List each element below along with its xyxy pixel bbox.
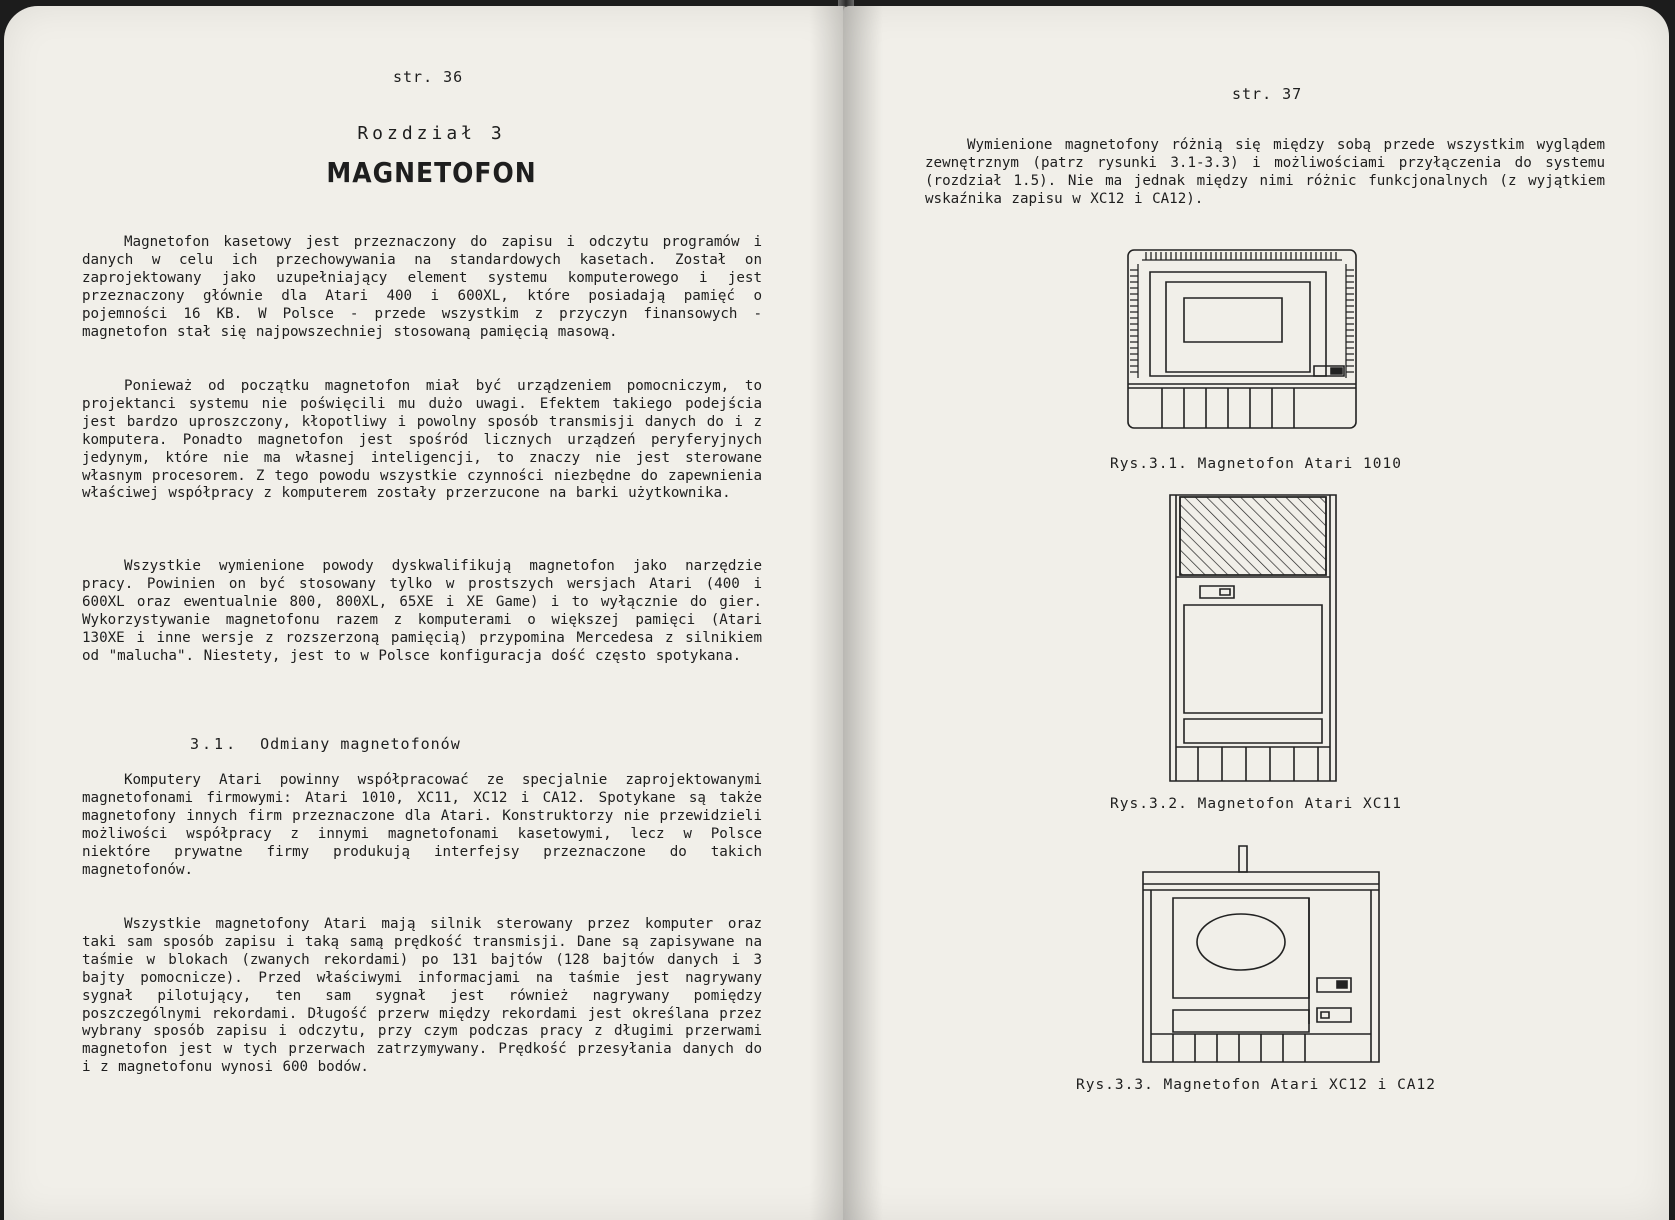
section-title: Odmiany magnetofonów <box>260 735 461 753</box>
page-number-right: str. 37 <box>1232 85 1303 103</box>
paragraph-1: Magnetofon kasetowy jest przeznaczony do zapisu i odczytu programów i danych w celu ich przechowywania na standardowych kasetach. Został on zaprojektowany jako uzupełniający element systemu komputerowego i jest przeznaczony głównie dla Atari 400 i 600XL, które posiadają pamięć o pojemności 16 KB. W Polsce - przede wszystkim z przyczyn finansowych - magnetofon stał się najpowszechniej stosowaną pamięcią masową. <box>82 234 762 340</box>
page-number-left: str. 36 <box>393 68 464 86</box>
left-page <box>4 6 849 1220</box>
intro-paragraph: Wymienione magnetofony różnią się między sobą przede wszystkim wyglądem zewnętrznym (patrz rysunki 3.1-3.3) i możliwościami przyłączenia do systemu (rozdział 1.5). Nie ma jednak między nimi różnic funkcjonalnych (z wyjątkiem wskaźnika zapisu w XC12 i CA12). <box>925 137 1605 207</box>
chapter-heading: Rozdział 3 <box>357 123 506 144</box>
paragraph-4: Komputery Atari powinny współpracować ze specjalnie zaprojektowanymi magnetofonami firmowymi: Atari 1010, XC11, XC12 i CA12. Spotykane są także magnetofony innych firm przeznaczone dla Atari. Konstruktorzy nie przewidzieli możliwości współpracy z innymi magnetofonami kasetowymi, lecz w Polsce niektóre prywatne firmy produkują interfejsy przeznaczone do takich magnetofonów. <box>82 772 762 878</box>
figure-3-2-caption: Rys.3.2. Magnetofon Atari XC11 <box>1110 796 1402 812</box>
paragraph-5: Wszystkie magnetofony Atari mają silnik sterowany przez komputer oraz taki sam sposób zapisu i taką samą prędkość transmisji. Dane są zapisywane na taśmie w blokach (zwanych rekordami) po 131 bajtów (128 bajtów danych i 3 bajty pomocnicze). Przed właściwymi informacjami na taśmie jest nagrywany sygnał pilotujący, ten sam sygnał jest również nagrywany pomiędzy poszczególnymi rekordami. Długość przerw między rekordami jest określana przez wybrany sposób zapisu i odczytu, przy czym podczas pracy z długimi przerwami magnetofon jest w tych przerwach zatrzymywany. Prędkość przesyłania danych do i z magnetofonu wynosi 600 bodów. <box>82 916 762 1076</box>
figure-3-1-caption: Rys.3.1. Magnetofon Atari 1010 <box>1110 456 1402 472</box>
paragraph-3: Wszystkie wymienione powody dyskwalifikują magnetofon jako narzędzie pracy. Powinien on być stosowany tylko w prostszych wersjach Atari (400 i 600XL oraz ewentualnie 800, 800XL, 65XE i XE Game) i to wyłącznie do gier. Wykorzystywanie magnetofonu razem z komputerami o większej pamięci (Atari 130XE i inne wersje z rozszerzoną pamięcią) przypomina Mercedesa z silnikiem od "malucha". Niestety, jest to w Polsce konfiguracja dość często spotykana. <box>82 558 762 664</box>
atari-xc12-ca12-drawing <box>1141 844 1381 1064</box>
right-page <box>843 6 1669 1220</box>
atari-xc11-drawing <box>1168 493 1338 783</box>
section-heading <box>190 735 461 753</box>
section-number: 3.1. <box>190 735 239 753</box>
gutter-shadow-right <box>843 6 883 1220</box>
atari-1010-drawing <box>1126 248 1358 431</box>
chapter-title: MAGNETOFON <box>326 156 537 189</box>
paragraph-2: Ponieważ od początku magnetofon miał być urządzeniem pomocniczym, to projektanci systemu nie poświęcili mu dużo uwagi. Efektem takiego podejścia jest bardzo uproszczony, kłopotliwy i powolny sposób transmisji danych do i z komputera. Ponadto magnetofon jest spośród licznych urządzeń peryferyjnych jedynym, które nie ma własnej inteligencji, to znaczy nie jest sterowane własnym procesorem. Z tego powodu wszystkie czynności niezbędne do zapewnienia właściwej współpracy z komputerem zostały przerzucone na barki użytkownika. <box>82 378 762 502</box>
figure-3-3-caption: Rys.3.3. Magnetofon Atari XC12 i CA12 <box>1075 1077 1436 1093</box>
